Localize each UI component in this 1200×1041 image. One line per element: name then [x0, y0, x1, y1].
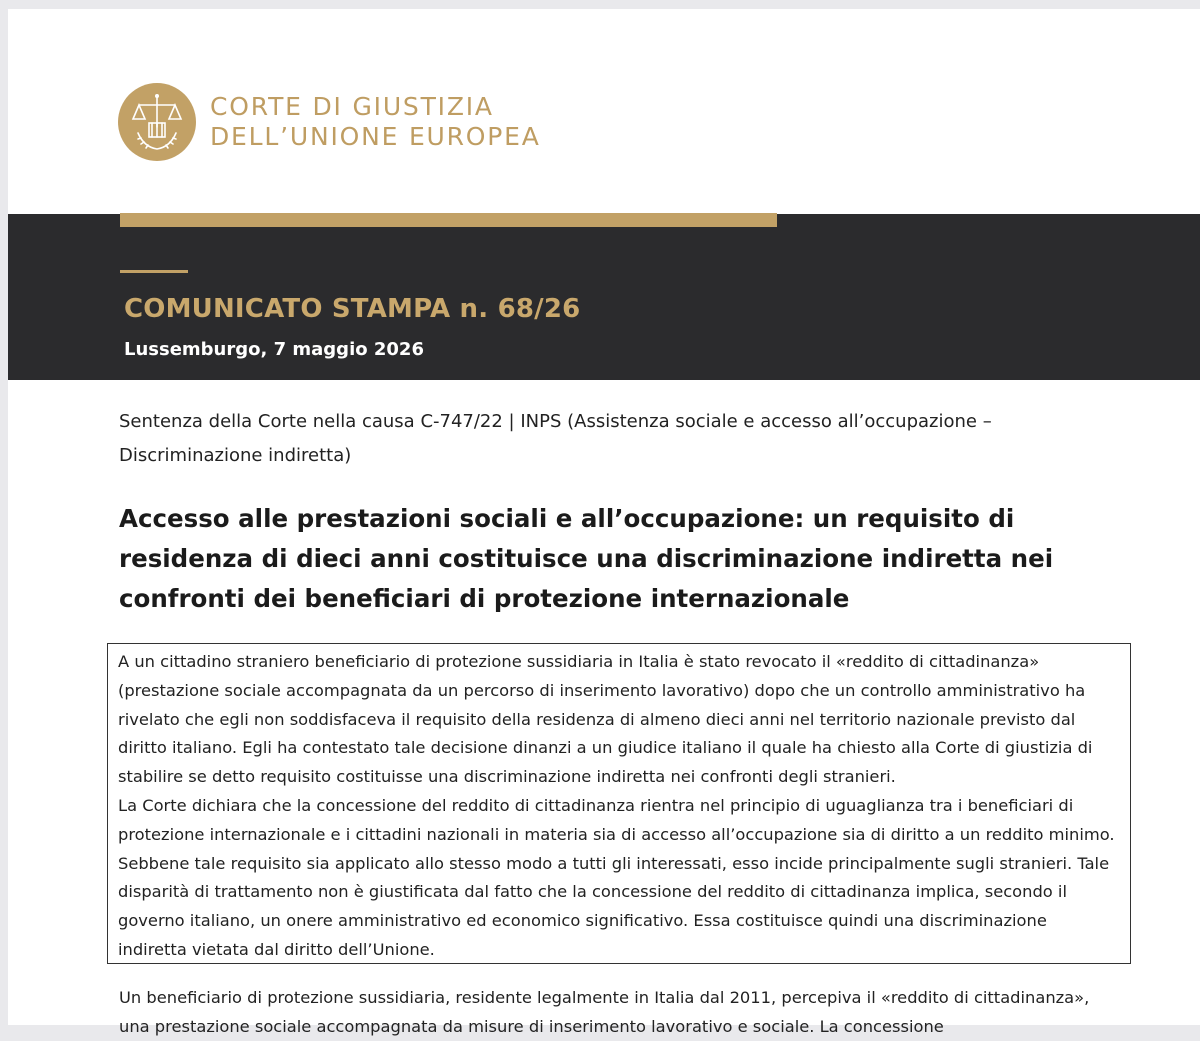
gold-accent-bar — [120, 213, 777, 227]
document-page — [8, 9, 1200, 1036]
gold-dash-divider — [120, 270, 188, 273]
press-release-title: COMUNICATO STAMPA n. 68/26 — [124, 294, 581, 324]
summary-paragraph-2: La Corte dichiara che la concessione del reddito di cittadinanza rientra nel principio di uguaglianza tra i beneficiari di protezione internazionale e i cittadini nazionali in materia sia di accesso all’occupazione sia di diritto a un reddito minimo. Sebbene tale requisito sia applicato allo stesso modo a tutti gli interessati, esso incide principalmente sugli stranieri. Tale disparità di trattamento non è giustificata dal fatto che la concessione del reddito di cittadinanza implica, secondo il governo italiano, un onere amministrativo ed economico significativo. Essa costituisce quindi una discriminazione indiretta vietata dal diritto dell’Unione. — [118, 795, 1115, 959]
press-release-date: Lussemburgo, 7 maggio 2026 — [124, 339, 424, 360]
court-name — [210, 92, 541, 152]
body-paragraph: Un beneficiario di protezione sussidiaria, residente legalmente in Italia dal 2011, percepiva il «reddito di cittadinanza», una prestazione sociale accompagnata da misure di inserimento lavorativo e sociale. La concessione — [119, 988, 1090, 1036]
press-release-banner — [8, 214, 1200, 380]
case-reference: Sentenza della Corte nella causa C-747/22 | INPS (Assistenza sociale e accesso all’occupazione – Discriminazione indiretta) — [119, 411, 992, 466]
court-name-line1: CORTE DI GIUSTIZIA — [210, 92, 494, 121]
summary-paragraph-1: A un cittadino straniero beneficiario di protezione sussidiaria in Italia è stato revocato il «reddito di cittadinanza» (prestazione sociale accompagnata da un percorso di inserimento lavorativo) dopo che un controllo amministrativo ha rivelato che egli non soddisfaceva il requisito della residenza di almeno dieci anni nel territorio nazionale previsto dal diritto italiano. Egli ha contestato tale decisione dinanzi a un giudice italiano il quale ha chiesto alla Corte di giustizia di stabilire se detto requisito costituisse una discriminazione indiretta nei confronti degli stranieri. — [118, 652, 1093, 787]
court-name-line2: DELL’UNIONE EUROPEA — [210, 122, 541, 151]
headline: Accesso alle prestazioni sociali e all’occupazione: un requisito di residenza di dieci anni costituisce una discriminazione indiretta nei confronti dei beneficiari di protezione internazionale — [119, 504, 1054, 613]
scales-of-justice-icon — [118, 83, 196, 161]
court-logo — [118, 83, 541, 161]
summary-box — [107, 643, 1131, 964]
